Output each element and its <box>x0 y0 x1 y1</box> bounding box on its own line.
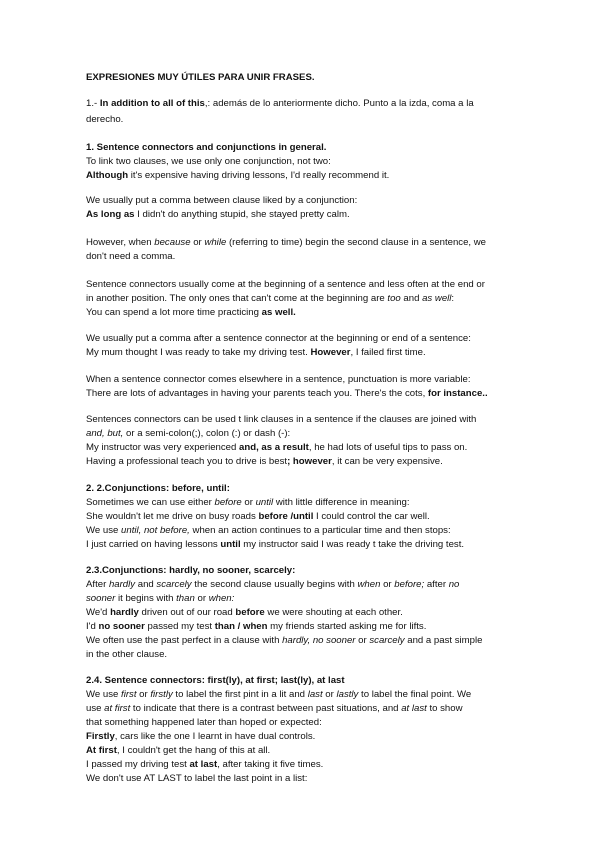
example-line: We'd hardly driven out of our road before we were shouting at each other. <box>86 607 403 618</box>
text-line: Sentences connectors can be used t link clauses in a sentence if the clauses are joined with <box>86 414 477 425</box>
text-line: However, when because or while (referring to time) begin the second clause in a sentence, we <box>86 237 487 248</box>
text-line: We don't use AT LAST to label the last point in a list: <box>86 773 308 784</box>
example-line: At first, I couldn't get the hang of this at all. <box>86 745 271 756</box>
section-1-heading: 1. Sentence connectors and conjunctions in general. <box>86 142 327 153</box>
section-3-heading: 2.3.Conjunctions: hardly, no sooner, scarcely: <box>86 565 296 576</box>
example-line: My instructor was very experienced and, as a result, he had lots of useful tips to pass on. <box>86 442 468 453</box>
section-2-heading: 2. 2.Conjunctions: before, until: <box>86 483 230 494</box>
text-line: in another position. The only ones that can't come at the beginning are too and as well: <box>86 293 455 304</box>
text-line: We often use the past perfect in a clause with hardly, no sooner or scarcely and a past simple <box>86 635 483 646</box>
example-line: You can spend a lot more time practicing as well. <box>86 307 296 318</box>
example-line: I passed my driving test at last, after taking it five times. <box>86 759 324 770</box>
text-line: We usually put a comma after a sentence connector at the beginning or end of a sentence: <box>86 333 471 344</box>
example-line: My mum thought I was ready to take my driving test. However, I failed first time. <box>86 347 426 358</box>
text-line: sooner it begins with than or when: <box>86 593 235 604</box>
text-line: in the other clause. <box>86 649 168 660</box>
text-line: use at first to indicate that there is a contrast between past situations, and at last to show <box>86 703 463 714</box>
text-line: We usually put a comma between clause liked by a conjunction: <box>86 195 358 206</box>
intro-line-2: derecho. <box>86 114 124 125</box>
text-line: After hardly and scarcely the second clause usually begins with when or before; after no <box>86 579 460 590</box>
text-line: To link two clauses, we use only one conjunction, not two: <box>86 156 331 167</box>
text-line: We use until, not before, when an action continues to a particular time and then stops: <box>86 525 451 536</box>
example-line: She wouldn't let me drive on busy roads before /until I could control the car well. <box>86 511 430 522</box>
text-line: Sometimes we can use either before or until with little difference in meaning: <box>86 497 410 508</box>
text-line: When a sentence connector comes elsewhere in a sentence, punctuation is more variable: <box>86 374 471 385</box>
example-line: I just carried on having lessons until my instructor said I was ready t take the driving test. <box>86 539 465 550</box>
intro-line-1: 1.- In addition to all of this,: además de lo anteriormente dicho. Punto a la izda, coma a la <box>86 98 474 109</box>
example-line: Although it's expensive having driving lessons, I'd really recommend it. <box>86 170 390 181</box>
text-line: don't need a comma. <box>86 251 176 262</box>
text-line: Sentence connectors usually come at the beginning of a sentence and less often at the end or <box>86 279 485 290</box>
document-title: EXPRESIONES MUY ÚTILES PARA UNIR FRASES. <box>86 72 315 83</box>
example-line: Firstly, cars like the one I learnt in have dual controls. <box>86 731 316 742</box>
section-4-heading: 2.4. Sentence connectors: first(ly), at first; last(ly), at last <box>86 675 345 686</box>
text-line: We use first or firstly to label the first pint in a lit and last or lastly to label the final point. We <box>86 689 472 700</box>
text-line: and, but, or a semi-colon(;), colon (:) or dash (-): <box>86 428 291 439</box>
text-line: that something happened later than hoped or expected: <box>86 717 322 728</box>
example-line: As long as I didn't do anything stupid, she stayed pretty calm. <box>86 209 350 220</box>
example-line: Having a professional teach you to drive is best; however, it can be very expensive. <box>86 456 443 467</box>
example-line: I'd no sooner passed my test than / when my friends started asking me for lifts. <box>86 621 427 632</box>
example-line: There are lots of advantages in having your parents teach you. There's the cots, for instance.. <box>86 388 488 399</box>
